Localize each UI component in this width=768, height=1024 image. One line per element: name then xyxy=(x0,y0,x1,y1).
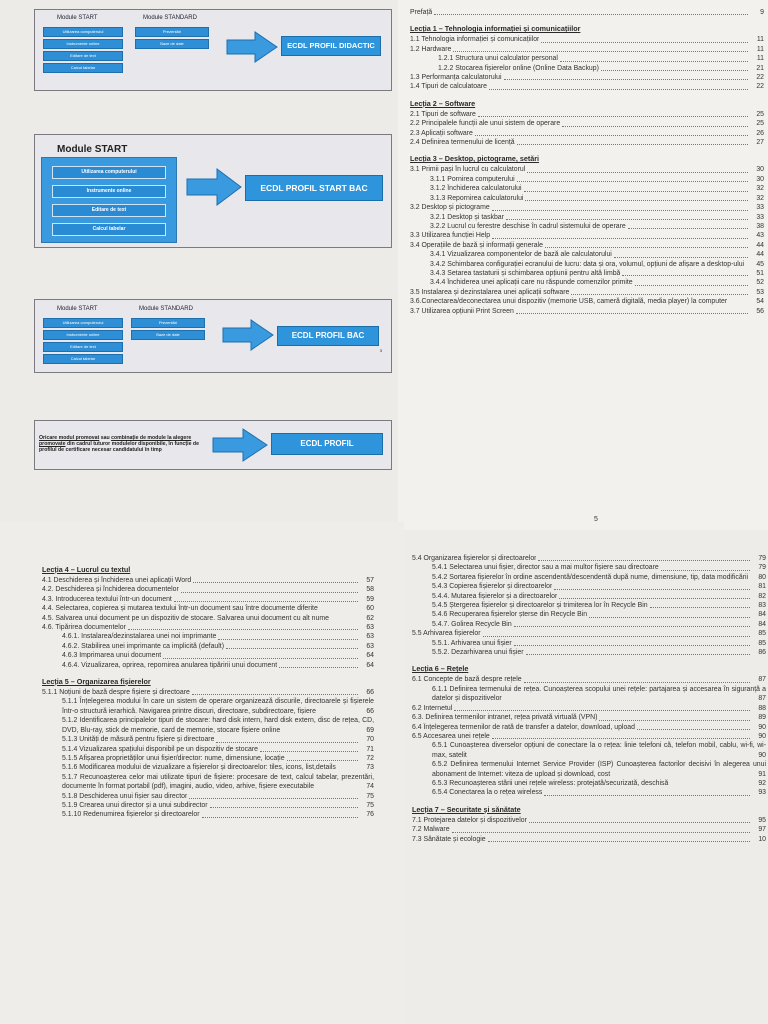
toc-entry-page: 75 xyxy=(366,792,374,800)
lesson-heading: Lecția 7 – Securitate și sănătate xyxy=(412,804,521,814)
toc-entry-page: 74 xyxy=(366,783,374,791)
toc-entry-title: 1.1 Tehnologia informației și comunicațiilor xyxy=(410,36,540,44)
toc-entry xyxy=(412,825,766,834)
toc-entry xyxy=(412,582,766,591)
toc-entry-title: 6.2 Internetul xyxy=(412,704,453,712)
toc-entry xyxy=(412,760,766,779)
toc-entry xyxy=(412,704,766,713)
toc-entry xyxy=(412,816,766,825)
toc-entry-title: 3.1.3 Repornirea calculatorului xyxy=(430,194,524,202)
ecdl-profil-didactic-box: ECDL PROFIL DIDACTIC xyxy=(281,36,381,56)
toc-entry-page: 22 xyxy=(756,74,764,82)
toc-entry xyxy=(410,250,764,259)
toc-entry-page: 66 xyxy=(366,689,374,697)
toc-entry-title: 4.6.1. Instalarea/dezinstalarea unei noi imprimante xyxy=(62,633,217,641)
module-box: Calcul tabelar xyxy=(43,354,123,364)
toc-entry-title: 5.4.2 Sortarea fișierelor în ordine ascendentă/descendentă după nume, dimensiune, tip, data modificării xyxy=(432,573,749,581)
toc-entry-title: 3.2.1 Desktop și taskbar xyxy=(430,213,504,221)
lesson-heading: Lecția 6 – Rețele xyxy=(412,664,469,674)
toc-entry-title: 5.1.8 Deschiderea unui fișier sau director xyxy=(62,792,188,800)
toc-entry xyxy=(410,297,764,306)
toc-entry-page: 30 xyxy=(756,166,764,174)
toc-entry-title: 3.5 Instalarea și dezinstalarea unei aplicații software xyxy=(410,288,570,296)
arrow-right-icon xyxy=(221,318,275,352)
toc-entry-page: 38 xyxy=(756,222,764,230)
toc-entry-title: 5.5 Arhivarea fișierelor xyxy=(412,630,481,638)
toc-entry-page: 76 xyxy=(366,811,374,819)
toc-entry xyxy=(42,614,374,623)
toc-entry-title: 5.4.4. Mutarea fișierelor și a directoarelor xyxy=(432,592,558,600)
toc-entry xyxy=(412,563,766,572)
note-part: sau xyxy=(99,435,112,441)
toc-entry-page: 63 xyxy=(366,642,374,650)
toc-entry-title: 3.4.2 Schimbarea configurației ecranului de lucru: data și ora, volumul, opțiuni de afișare a desktop-ului xyxy=(430,260,745,268)
toc-entry-page: 25 xyxy=(756,110,764,118)
toc-entry-title: 2.3 Aplicații software xyxy=(410,129,473,137)
toc-entry-title: 5.4 Organizarea fișierelor și directoarelor xyxy=(412,555,537,562)
toc-entry-page: 90 xyxy=(758,723,766,731)
toc-entry xyxy=(42,697,374,716)
toc-entry xyxy=(42,585,374,594)
module-box: Instrumente online xyxy=(43,330,123,340)
toc-entry-page: 54 xyxy=(756,298,764,306)
toc-entry-page: 70 xyxy=(366,736,374,744)
toc-entry xyxy=(410,35,764,44)
toc-entry-title: 5.5.2. Dezarhivarea unui fișier xyxy=(432,649,524,657)
lesson-heading: Lecția 3 – Desktop, pictograme, setări xyxy=(410,154,540,164)
diagram-profil-bac xyxy=(34,299,392,373)
toc-entry-title: 5.1.6 Modificarea modului de vizualizare a fișierelor și directoarelor: tiles, icons, list,details xyxy=(62,764,336,772)
toc-entry-page: 87 xyxy=(758,676,766,684)
diagram-profil-start-bac xyxy=(34,134,392,248)
toc-entry-title: 4.6. Tipărirea documentelor xyxy=(42,624,126,632)
toc-entry-page: 10 xyxy=(758,835,766,843)
module-box: Baze de date xyxy=(135,39,209,49)
toc-entry-prefata xyxy=(410,8,764,17)
toc-entry xyxy=(42,604,374,613)
toc-entry-title: 6.5.4 Conectarea la o rețea wireless xyxy=(432,789,543,797)
toc-entry-title: 5.1.3 Unități de măsură pentru fișiere și directoare xyxy=(62,736,215,744)
module-box: Editare de text xyxy=(52,204,166,217)
toc-entry xyxy=(412,639,766,648)
modules-panel xyxy=(41,157,177,243)
toc-entry-page: 88 xyxy=(758,704,766,712)
toc-entry-title: 7.2 Malware xyxy=(412,826,450,834)
toc-entry-page: 44 xyxy=(756,241,764,249)
toc-entry-page: 59 xyxy=(366,595,374,603)
module-box: Prezentări xyxy=(131,318,205,328)
profile-note xyxy=(39,435,199,453)
toc-entry-title: 5.1.2 Identificarea principalelor tipuri de stocare: hard disk intern, hard disk extern, disc de rețea, CD, DVD, Blu-ray, stick de memorie, card de memorie, stocare fișiere online xyxy=(62,717,374,734)
toc-entry-title: 4.1 Deschiderea și închiderea unei aplicații Word xyxy=(42,577,192,584)
toc-entry xyxy=(412,573,766,582)
toc-entry-title: 5.1.7 Recunoașterea celor mai utilizate tipuri de fișiere: procesare de text, calcul tabelar, prezentări, documente în format portabil (pdf), imagini, audio, video, arhive, fișiere executabile xyxy=(62,773,374,791)
toc-entry xyxy=(410,110,764,119)
toc-entry-page: 33 xyxy=(756,213,764,221)
toc-page-5 xyxy=(398,0,768,530)
toc-entry-page: 32 xyxy=(756,185,764,193)
toc-entry xyxy=(42,810,374,819)
module-box: Editare de text xyxy=(43,51,123,61)
toc-entry-page: 86 xyxy=(758,649,766,657)
toc-entry xyxy=(42,716,374,735)
toc-entry-title: 5.4.1 Selectarea unui fișier, director sau a mai multor fișiere sau directoare xyxy=(432,564,659,572)
toc-entry-title: 6.5.1 Cunoașterea diverselor opțiuni de conectare la o rețea: linie telefoni că, telefon mobil, cablu, wi-fi, wi-max, satelit xyxy=(432,742,766,759)
toc-entry-page: 58 xyxy=(366,586,374,594)
module-box: Editare de text xyxy=(43,342,123,352)
toc-entry-title: 5.4.5 Ștergerea fișierelor și directoarelor și trimiterea lor în Recycle Bin xyxy=(432,602,648,610)
toc-entry-page: 92 xyxy=(758,779,766,787)
toc-entry-page: 33 xyxy=(756,204,764,212)
toc-entry xyxy=(42,632,374,641)
toc-entry xyxy=(412,713,766,722)
toc-entry-title: 5.1.1 Înțelegerea modului în care un sistem de operare organizează discurile, directoarele și fișierele într-o structură ierarhică. Navigarea printre discuri, directoare, subdirectoare, fișiere xyxy=(62,698,374,715)
toc-entry xyxy=(42,754,374,763)
note-part: Oricare modul promovat xyxy=(39,435,100,441)
toc-entry xyxy=(410,184,764,193)
standard-column-title: Module STANDARD xyxy=(139,306,193,312)
toc-page-6-right xyxy=(404,530,768,1024)
toc-entry xyxy=(42,735,374,744)
toc-entry-page: 27 xyxy=(756,139,764,147)
start-column-title: Module START xyxy=(57,15,98,21)
toc-entry-page: 81 xyxy=(758,583,766,591)
toc-entry-title: 3.1.2 Închiderea calculatorului xyxy=(430,185,522,193)
toc-entry xyxy=(42,792,374,801)
toc-entry xyxy=(412,610,766,619)
toc-entry-title: 3.1.1 Pornirea computerului xyxy=(430,175,515,183)
toc-entry-title: 6.5.3 Recunoașterea stării unei rețele wireless: protejată/securizată, deschisă xyxy=(432,779,669,787)
toc-entry xyxy=(410,175,764,184)
toc-entry-title: 3.3 Utilizarea funcției Help xyxy=(410,232,491,240)
arrow-right-icon xyxy=(211,427,269,463)
toc-entry xyxy=(412,741,766,760)
toc-entry xyxy=(412,620,766,629)
toc-entry-title: Prefață xyxy=(410,9,433,16)
arrow-right-icon xyxy=(185,167,243,207)
toc-entry xyxy=(412,592,766,601)
toc-entry-title: 5.4.7. Golirea Recycle Bin xyxy=(432,620,512,628)
toc-entry xyxy=(42,595,374,604)
toc-entry xyxy=(42,651,374,660)
toc-entry xyxy=(410,194,764,203)
toc-entry-page: 57 xyxy=(366,577,374,584)
toc-entry-title: 4.6.3 Imprimarea unui document xyxy=(62,652,162,660)
toc-entry-title: 5.1.9 Crearea unui director și a unui subdirector xyxy=(62,801,208,809)
toc-entry-title: 6.3. Definirea termenilor intranet, rețea privată virtuală (VPN) xyxy=(412,714,598,722)
toc-entry-page: 62 xyxy=(366,614,374,622)
toc-entry xyxy=(42,642,374,651)
toc-entry xyxy=(42,745,374,754)
toc-entry-page: 64 xyxy=(366,652,374,660)
toc-entry-title: 5.1.1 Noțiuni de bază despre fișiere și directoare xyxy=(42,689,190,697)
toc-entry xyxy=(412,675,766,684)
toc-entry-title: 1.4 Tipuri de calculatoare xyxy=(410,83,487,91)
toc-lessons-1-3 xyxy=(410,8,764,316)
toc-entry-title: 1.3 Performanța calculatorului xyxy=(410,74,502,82)
toc-entry-page: 9 xyxy=(760,9,764,16)
toc-lessons-5-7 xyxy=(412,554,766,844)
toc-entry xyxy=(410,307,764,316)
lesson-heading: Lecția 2 – Software xyxy=(410,98,476,108)
note-part: din cadrul tuturor modulelor disponibile, în funcție de profilul de certificare necesar candidatului în timp xyxy=(39,441,199,453)
diagram-profil-didactic xyxy=(34,9,392,91)
toc-entry-title: 3.1 Primii pași în lucrul cu calculatorul xyxy=(410,166,526,174)
toc-entry-page: 90 xyxy=(758,751,766,759)
toc-entry-title: 6.5.2 Definirea termenului Internet Service Provider (ISP) Cunoașterea factorilor decisivi în alegerea unui abonament de Internet: viteza de upload și download, cost xyxy=(432,761,766,778)
toc-entry xyxy=(412,648,766,657)
toc-entry xyxy=(410,269,764,278)
toc-entry xyxy=(410,129,764,138)
toc-entry-page: 45 xyxy=(756,260,764,268)
toc-entry-title: 2.2 Principalele funcții ale unui sistem de operare xyxy=(410,120,561,128)
toc-entry xyxy=(410,213,764,222)
toc-entry xyxy=(42,661,374,670)
page-number: 5 xyxy=(594,516,598,523)
toc-entry-page: 63 xyxy=(366,633,374,641)
toc-entry-page: 51 xyxy=(756,269,764,277)
toc-entry xyxy=(42,801,374,810)
toc-entry-page: 93 xyxy=(758,789,766,797)
note-part: combinație de module la alegere promovate xyxy=(39,435,192,447)
toc-entry xyxy=(412,685,766,704)
toc-entry-title: 1.2 Hardware xyxy=(410,45,452,53)
toc-entry-title: 5.1.4 Vizualizarea spațiului disponibil pe un dispozitiv de stocare xyxy=(62,745,258,753)
toc-entry-page: 26 xyxy=(756,129,764,137)
standard-column-title: Module STANDARD xyxy=(143,15,197,21)
toc-entry-page: 71 xyxy=(366,745,374,753)
toc-entry-title: 3.4.4 Închiderea unei aplicații care nu răspunde comenzilor primite xyxy=(430,279,633,287)
toc-entry-title: 4.4. Selectarea, copierea și mutarea textului într-un document sau între documente diferite xyxy=(42,605,318,613)
toc-entry-page: 72 xyxy=(366,754,374,762)
toc-entry xyxy=(42,576,374,585)
toc-entry xyxy=(412,723,766,732)
toc-entry-page: 69 xyxy=(366,726,374,734)
toc-entry-page: 84 xyxy=(758,611,766,619)
toc-entry-page: 89 xyxy=(758,714,766,722)
toc-entry xyxy=(412,835,766,844)
ecdl-profil-box: ECDL PROFIL xyxy=(271,433,383,455)
toc-entry xyxy=(412,554,766,563)
toc-entry-page: 84 xyxy=(758,620,766,628)
module-box: Utilizarea computerului xyxy=(43,27,123,37)
toc-entry-page: 90 xyxy=(758,732,766,740)
module-box: Prezentări xyxy=(135,27,209,37)
toc-entry-page: 79 xyxy=(758,555,766,562)
toc-entry-page: 43 xyxy=(756,232,764,240)
start-title: Module START xyxy=(57,144,128,155)
diagram-page xyxy=(0,0,398,522)
ecdl-profil-bac-box: ECDL PROFIL BAC xyxy=(277,326,379,346)
lesson-heading: Lecția 4 – Lucrul cu textul xyxy=(42,565,131,574)
toc-entry xyxy=(42,623,374,632)
toc-entry-title: 3.7 Utilizarea opțiunii Print Screen xyxy=(410,307,514,315)
diagram-profil xyxy=(34,420,392,470)
toc-entry-title: 1.2.1 Structura unui calculator personal xyxy=(438,55,558,63)
toc-entry-title: 7.1 Protejarea datelor și dispozitivelor xyxy=(412,816,527,824)
toc-entry xyxy=(412,788,766,797)
toc-entry xyxy=(412,732,766,741)
toc-entry xyxy=(410,54,764,63)
toc-entry-title: 3.2.2 Lucrul cu ferestre deschise în cadrul sistemului de operare xyxy=(430,222,626,230)
toc-entry-page: 11 xyxy=(756,55,764,63)
module-box: Instrumente online xyxy=(52,185,166,198)
toc-entry-page: 63 xyxy=(366,624,374,632)
toc-entry-page: 22 xyxy=(756,83,764,91)
toc-entry-page: 32 xyxy=(756,194,764,202)
toc-entry-title: 7.3 Sănătate și ecologie xyxy=(412,835,486,843)
toc-entry-title: 4.2. Deschiderea și închiderea documentelor xyxy=(42,586,179,594)
toc-page-6-left xyxy=(0,522,404,1024)
toc-entry-title: 6.1 Concepte de bază despre rețele xyxy=(412,676,522,684)
toc-entry-page: 95 xyxy=(758,816,766,824)
toc-lessons-4-5 xyxy=(42,558,374,820)
toc-entry-page: 53 xyxy=(756,288,764,296)
module-box: Utilizarea computerului xyxy=(43,318,123,328)
toc-entry-page: 21 xyxy=(756,64,764,72)
toc-entry xyxy=(410,64,764,73)
module-box: Calcul tabelar xyxy=(43,63,123,73)
toc-entry xyxy=(410,138,764,147)
toc-entry-page: 91 xyxy=(758,770,766,778)
start-column-title: Module START xyxy=(57,306,98,312)
toc-entry-page: 79 xyxy=(758,564,766,572)
toc-entry-page: 82 xyxy=(758,592,766,600)
module-box: Calcul tabelar xyxy=(52,223,166,236)
toc-entry-page: 85 xyxy=(758,639,766,647)
toc-entry xyxy=(410,288,764,297)
toc-entry-title: 6.4 Înțelegerea termenilor de rată de transfer a datelor, download, upload xyxy=(412,723,635,731)
toc-entry xyxy=(412,779,766,788)
toc-entry xyxy=(42,763,374,772)
toc-entry xyxy=(410,231,764,240)
toc-entry-title: 3.6.Conectarea/deconectarea unui dispozitiv (memorie USB, cameră digitală, media player) la computer xyxy=(410,298,728,306)
toc-entry-page: 30 xyxy=(756,175,764,183)
toc-entry xyxy=(410,203,764,212)
toc-entry xyxy=(410,260,764,269)
module-box: Utilizarea computerului xyxy=(52,166,166,179)
toc-entry xyxy=(410,82,764,91)
module-box: Baze de date xyxy=(131,330,205,340)
arrow-right-icon xyxy=(225,30,279,64)
toc-entry-title: 2.4 Definirea termenului de licență xyxy=(410,139,515,147)
toc-entry xyxy=(410,73,764,82)
toc-entry-title: 3.2 Desktop și pictograme xyxy=(410,204,490,212)
toc-entry xyxy=(42,773,374,792)
toc-entry-page: 11 xyxy=(756,36,764,44)
toc-entry-page: 11 xyxy=(756,45,764,53)
toc-entry-title: 5.4.6 Recuperarea fișierelor șterse din Recycle Bin xyxy=(432,611,588,619)
toc-entry-title: 5.1.10 Redenumirea fișierelor și directoarelor xyxy=(62,811,200,819)
toc-entry xyxy=(412,629,766,638)
toc-entry xyxy=(410,241,764,250)
toc-entry-title: 5.4.3 Copierea fișierelor și directoarelor xyxy=(432,583,553,591)
toc-entry xyxy=(42,688,374,697)
toc-entry-page: 25 xyxy=(756,120,764,128)
page-mark: 5 xyxy=(380,348,383,353)
toc-entry-title: 3.4.1 Vizualizarea componentelor de bază ale calculatorului xyxy=(430,251,612,259)
toc-entry-page: 85 xyxy=(758,630,766,638)
toc-entry-title: 5.1.5 Afișarea proprietăților unui fișier/director: nume, dimensiune, locație xyxy=(62,754,285,762)
toc-entry-title: 4.5. Salvarea unui document pe un dispozitiv de stocare. Salvarea unui document cu alt nume xyxy=(42,614,329,622)
toc-entry-page: 52 xyxy=(756,279,764,287)
toc-entry-title: 6.5 Accesarea unei rețele xyxy=(412,732,490,740)
toc-entry-page: 66 xyxy=(366,707,374,715)
lesson-heading: Lecția 5 – Organizarea fișierelor xyxy=(42,677,151,687)
toc-entry xyxy=(410,45,764,54)
toc-entry-page: 75 xyxy=(366,801,374,809)
ecdl-profil-start-bac-box: ECDL PROFIL START BAC xyxy=(245,175,383,201)
toc-entry xyxy=(412,601,766,610)
toc-entry-page: 56 xyxy=(756,307,764,315)
toc-entry xyxy=(410,222,764,231)
toc-entry-page: 80 xyxy=(758,573,766,581)
toc-entry-title: 1.2.2 Stocarea fișierelor online (Online Data Backup) xyxy=(438,64,599,72)
toc-entry xyxy=(410,119,764,128)
toc-entry-title: 4.6.2. Stabilirea unei imprimante ca implicită (default) xyxy=(62,642,225,650)
toc-entry-title: 4.3. Introducerea textului într-un document xyxy=(42,595,172,603)
toc-entry-title: 3.4 Operațiile de bază și informații generale xyxy=(410,241,543,249)
toc-entry-page: 44 xyxy=(756,251,764,259)
toc-entry-title: 2.1 Tipuri de software xyxy=(410,110,476,118)
toc-entry-page: 83 xyxy=(758,602,766,610)
toc-entry-page: 64 xyxy=(366,661,374,669)
toc-entry-page: 73 xyxy=(366,764,374,772)
toc-entry-page: 60 xyxy=(366,605,374,613)
toc-entry xyxy=(410,278,764,287)
lesson-heading: Lecția 1 – Tehnologia informației și comunicațiilor xyxy=(410,24,581,34)
module-box: Instrumente online xyxy=(43,39,123,49)
toc-entry-title: 5.5.1. Arhivarea unui fișier xyxy=(432,639,512,647)
toc-entry xyxy=(410,165,764,174)
toc-entry-title: 4.6.4. Vizualizarea, oprirea, repornirea anularea tipăririi unui document xyxy=(62,661,278,669)
toc-entry-title: 6.1.1 Definirea termenului de rețea. Cunoașterea scopului unei rețele: partajarea și accesarea în siguranță a datelor și dispozitivelor xyxy=(432,685,766,703)
toc-entry-page: 87 xyxy=(758,695,766,703)
toc-entry-title: 3.4.3 Setarea tastaturii și schimbarea opțiunii pentru altă limbă xyxy=(430,269,621,277)
toc-entry-page: 97 xyxy=(758,826,766,834)
